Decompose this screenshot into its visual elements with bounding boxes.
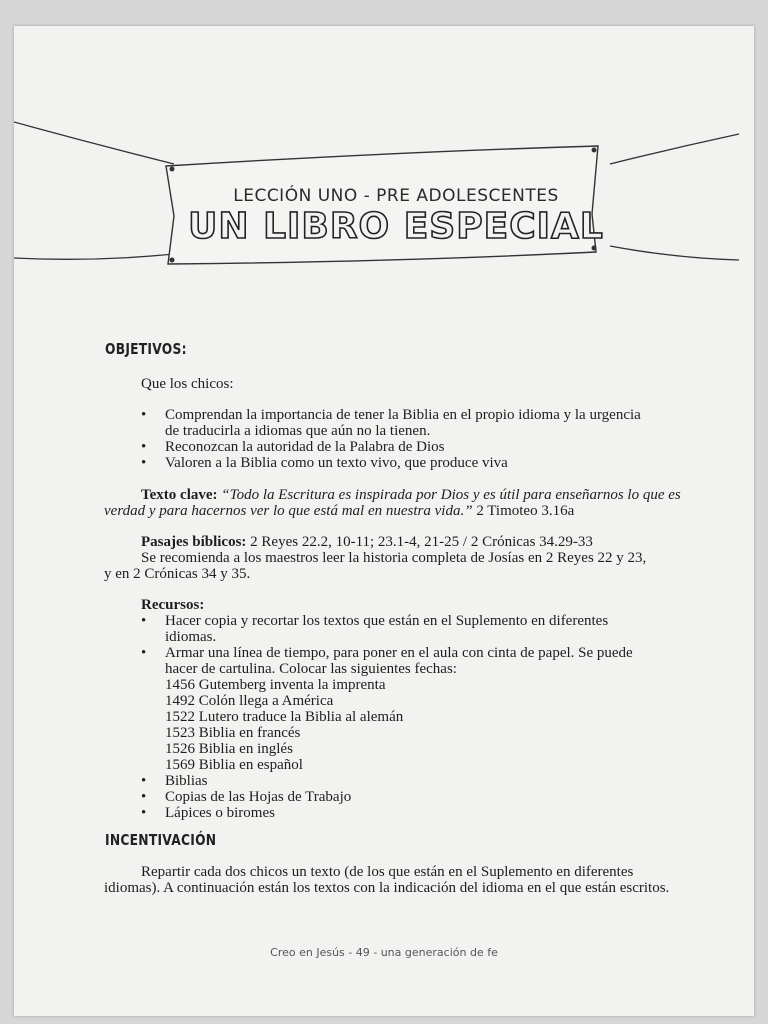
passages-label: Pasajes bíblicos: bbox=[141, 534, 247, 550]
bullet-icon: • bbox=[141, 613, 147, 629]
page-footer: Creo en Jesús - 49 - una generación de fe bbox=[270, 946, 498, 959]
document-page bbox=[14, 26, 754, 1016]
bullet-icon: • bbox=[141, 407, 147, 423]
banner-illustration bbox=[14, 26, 754, 326]
passages-refs: 2 Reyes 22.2, 10-11; 23.1-4, 21-25 / 2 Crónicas 34.29-33 bbox=[246, 534, 593, 550]
objectives-intro: Que los chicos: bbox=[141, 376, 234, 392]
timeline-date: 1523 Biblia en francés bbox=[165, 725, 301, 741]
list-item: • Reconozcan la autoridad de la Palabra de Dios bbox=[141, 439, 445, 455]
bullet-icon: • bbox=[141, 789, 147, 805]
list-item: • Biblias bbox=[141, 773, 208, 789]
bullet-icon: • bbox=[141, 439, 147, 455]
timeline-date: 1569 Biblia en español bbox=[165, 757, 303, 773]
key-text-continued: verdad y para hacernos ver lo que está mal en nuestra vida.” 2 Timoteo 3.16a bbox=[104, 503, 575, 519]
key-text-label: Texto clave: bbox=[141, 487, 218, 503]
bullet-icon: • bbox=[141, 773, 147, 789]
key-text-reference: 2 Timoteo 3.16a bbox=[472, 503, 575, 519]
objectives-list bbox=[141, 407, 641, 471]
list-item: • Hacer copia y recortar los textos que están en el Suplemento en diferentes idiomas. bbox=[141, 613, 609, 645]
timeline-dates bbox=[165, 677, 633, 773]
list-item: • Armar una línea de tiempo, para poner en el aula con cinta de papel. Se puede hacer de cartulina. Colocar las siguientes fechas: 1456 Gutemberg inventa la imprenta 1492 Colón llega a América 1522 Lutero traduce la Biblia al alemán 1523 Biblia en francés 1526 Biblia en inglés 1569 Biblia en español bbox=[141, 645, 633, 773]
banner-title: UN LIBRO ESPECIAL bbox=[188, 206, 604, 247]
timeline-date: 1522 Lutero traduce la Biblia al alemán bbox=[165, 709, 404, 725]
key-text bbox=[141, 487, 681, 503]
banner-subtitle: LECCIÓN UNO - PRE ADOLESCENTES bbox=[233, 186, 559, 206]
list-item: • Lápices o biromes bbox=[141, 805, 275, 821]
list-item: • Valoren a la Biblia como un texto vivo, que produce viva bbox=[141, 455, 508, 471]
key-text-quote: “Todo la Escritura es inspirada por Dios y es útil para enseñarnos lo que es bbox=[221, 487, 681, 503]
incentive-text: Repartir cada dos chicos un texto (de los que están en el Suplemento en diferentes bbox=[141, 864, 634, 880]
objectives-heading: OBJETIVOS: bbox=[105, 340, 187, 358]
list-item: • Copias de las Hojas de Trabajo bbox=[141, 789, 352, 805]
timeline-date: 1492 Colón llega a América bbox=[165, 693, 334, 709]
resources-list bbox=[141, 613, 633, 821]
passages-note-continued: y en 2 Crónicas 34 y 35. bbox=[104, 566, 251, 582]
passages bbox=[141, 534, 593, 550]
resources-label: Recursos: bbox=[141, 597, 205, 613]
passages-note: Se recomienda a los maestros leer la historia completa de Josías en 2 Reyes 22 y 23, bbox=[141, 550, 647, 566]
timeline-date: 1526 Biblia en inglés bbox=[165, 741, 293, 757]
bullet-icon: • bbox=[141, 645, 147, 661]
incentive-text-continued: idiomas). A continuación están los textos con la indicación del idioma en el que están escritos. bbox=[104, 880, 670, 896]
incentive-heading: INCENTIVACIÓN bbox=[105, 831, 217, 849]
bullet-icon: • bbox=[141, 805, 147, 821]
bullet-icon: • bbox=[141, 455, 147, 471]
timeline-date: 1456 Gutemberg inventa la imprenta bbox=[165, 677, 386, 693]
list-item: • Comprendan la importancia de tener la Biblia en el propio idioma y la urgencia de traducirla a idiomas que aún no la tienen. bbox=[141, 407, 641, 439]
